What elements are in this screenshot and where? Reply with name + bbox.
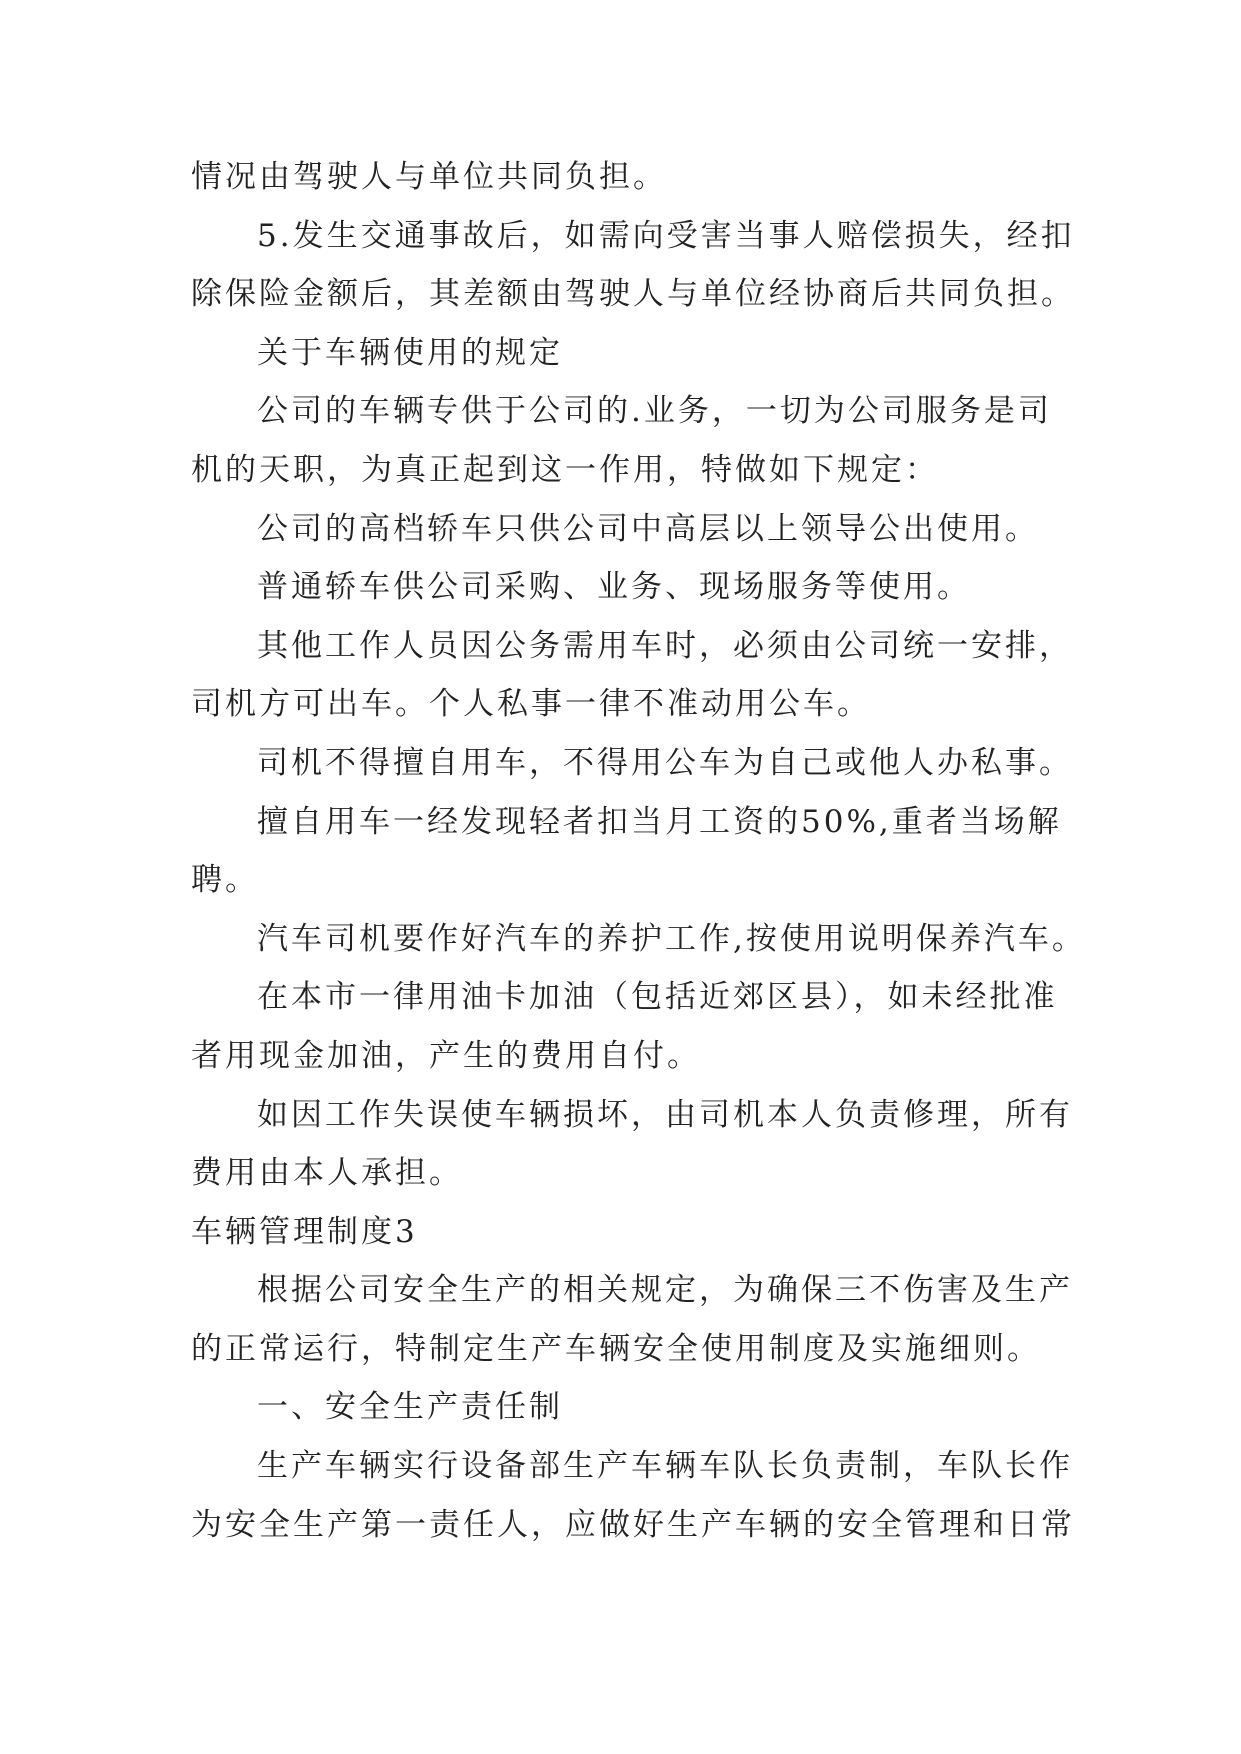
text-line: 生产车辆实行设备部生产车辆车队长负责制，车队长作 [257,1448,1073,1485]
text-line: 情况由驾驶人与单位共同负担。 [191,159,667,195]
text-line: 司机不得擅自用车，不得用公车为自己或他人办私事。 [257,744,1073,781]
text-line: 汽车司机要作好汽车的养护工作,按使用说明保养汽车。 [257,920,1086,957]
section-heading: 一、安全生产责任制 [257,1389,563,1426]
text-line: 其他工作人员因公务需用车时，必须由公司统一安排， [257,627,1073,664]
text-line: 聘。 [191,862,259,899]
text-line: 机的天职，为真正起到这一作用，特做如下规定： [191,451,939,488]
text-line: 公司的车辆专供于公司的.业务，一切为公司服务是司 [257,393,1052,430]
text-line: 如因工作失误使车辆损坏，由司机本人负责修理，所有 [257,1096,1073,1133]
text-line: 者用现金加油，产生的费用自付。 [191,1037,701,1074]
text-line: 在本市一律用油卡加油（包括近郊区县），如未经批准 [257,979,1058,1016]
text-line: 普通轿车供公司采购、业务、现场服务等使用。 [257,569,971,606]
text-line: 根据公司安全生产的相关规定，为确保三不伤害及生产 [257,1272,1073,1309]
section-heading: 关于车辆使用的规定 [257,334,563,371]
text-line: 为安全生产第一责任人，应做好生产车辆的安全管理和日常 [191,1506,1075,1543]
text-line: 擅自用车一经发现轻者扣当月工资的50%,重者当场解 [257,803,1062,840]
text-line: 除保险金额后，其差额由驾驶人与单位经协商后共同负担。 [191,276,1075,313]
text-line: 5.发生交通事故后，如需向受害当事人赔偿损失，经扣 [257,217,1075,254]
section-title: 车辆管理制度3 [191,1213,418,1250]
text-line: 费用由本人承担。 [191,1155,463,1192]
text-line: 的正常运行，特制定生产车辆安全使用制度及实施细则。 [191,1330,1041,1367]
text-line: 司机方可出车。个人私事一律不准动用公车。 [191,686,871,723]
document-body [191,148,1086,1554]
text-line: 公司的高档轿车只供公司中高层以上领导公出使用。 [257,510,1039,547]
